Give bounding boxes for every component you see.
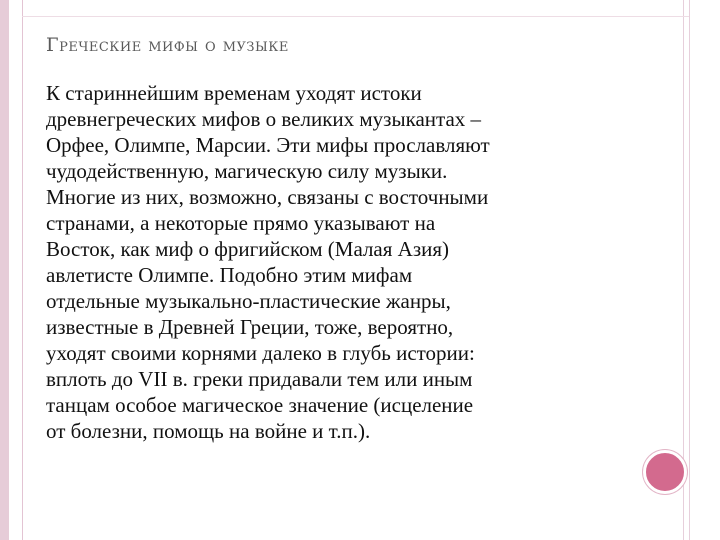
body-line: уходят своими корнями далеко в глубь истории: [46, 341, 475, 365]
body-line: древнегреческих мифов о великих музыкантах – [46, 107, 482, 131]
decorative-circle [643, 450, 687, 494]
body-line: Восток, как миф о фригийском (Малая Азия) [46, 237, 450, 261]
top-frame-line [22, 16, 689, 17]
body-line: известные в Древней Греции, тоже, вероятно, [46, 315, 454, 339]
body-line: К стариннейшим временам уходят истоки [46, 81, 422, 105]
body-line: вплоть до VII в. греки придавали тем или иным [46, 367, 473, 391]
body-line: странами, а некоторые прямо указывают на [46, 211, 436, 235]
body-line: чудодейственную, магическую силу музыки. [46, 159, 448, 183]
body-line: Многие из них, возможно, связаны с восточными [46, 185, 489, 209]
body-line: танцам особое магическое значение (исцеление [46, 393, 474, 417]
left-border-decoration [0, 0, 9, 540]
left-frame-line [22, 0, 23, 540]
slide-body-text [46, 80, 666, 444]
body-line: отдельные музыкально-пластические жанры, [46, 289, 451, 313]
body-line: Орфее, Олимпе, Марсии. Эти мифы прославляют [46, 133, 490, 157]
slide-title: Греческие мифы о музыке [46, 34, 289, 56]
body-line: авлетисте Олимпе. Подобно этим мифам [46, 263, 413, 287]
right-frame-line-inner [689, 0, 690, 540]
body-line: от болезни, помощь на войне и т.п.). [46, 419, 371, 443]
